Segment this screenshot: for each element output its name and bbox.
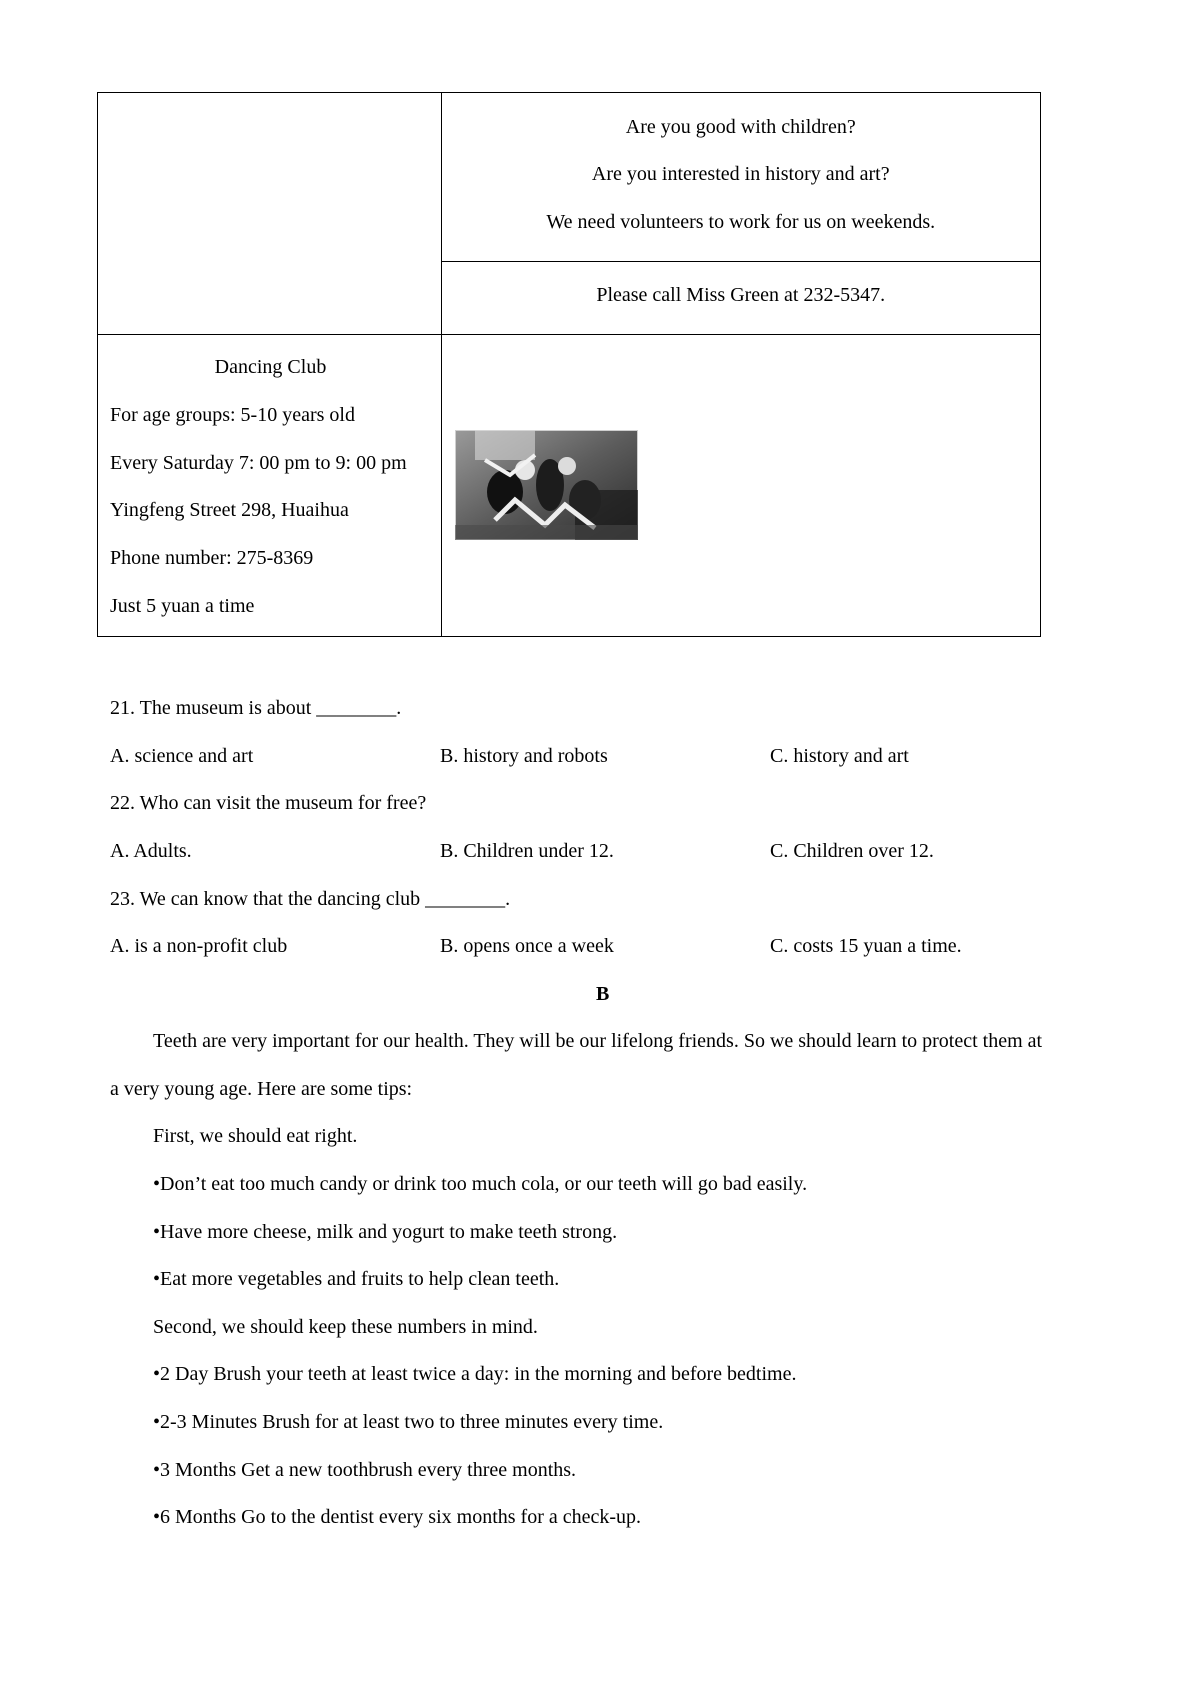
question-option: C. history and art <box>770 745 909 767</box>
tip-item: •6 Months Go to the dentist every six months for a check-up. <box>153 1506 642 1528</box>
paragraph-line: a very young age. Here are some tips: <box>110 1078 413 1100</box>
dancing-club-line: Phone number: 275-8369 <box>110 546 314 569</box>
contact-cell <box>441 261 1042 336</box>
dancing-club-line: Just 5 yuan a time <box>110 594 255 617</box>
question-option: A. Adults. <box>110 840 192 862</box>
volunteer-ad-cell <box>441 92 1042 262</box>
question-option: B. history and robots <box>440 745 608 767</box>
tip-item: •Have more cheese, milk and yogurt to make teeth strong. <box>153 1221 618 1243</box>
empty-cell <box>97 92 442 335</box>
question-option: C. Children over 12. <box>770 840 934 862</box>
dancing-club-line: Every Saturday 7: 00 pm to 9: 00 pm <box>110 451 407 474</box>
notice-table <box>97 92 1041 637</box>
volunteer-ad-line: Are you interested in history and art? <box>591 163 890 185</box>
tip-item: •2-3 Minutes Brush for at least two to three minutes every time. <box>153 1411 664 1433</box>
question-option: A. is a non-profit club <box>110 935 288 957</box>
question-option: B. opens once a week <box>440 935 614 957</box>
question-stem: 22. Who can visit the museum for free? <box>110 792 427 814</box>
question-option: B. Children under 12. <box>440 840 614 862</box>
question-stem: 23. We can know that the dancing club ________. <box>110 888 511 910</box>
question-option: C. costs 15 yuan a time. <box>770 935 962 957</box>
tip-item: •2 Day Brush your teeth at least twice a day: in the morning and before bedtime. <box>153 1363 797 1385</box>
tip-item: •3 Months Get a new toothbrush every three months. <box>153 1459 577 1481</box>
question-option: A. science and art <box>110 745 254 767</box>
paragraph-line: Teeth are very important for our health. They will be our lifelong friends. So we should learn to protect them at <box>153 1030 1043 1052</box>
contact-line: Please call Miss Green at 232-5347. <box>596 283 886 306</box>
section-heading: B <box>596 983 610 1005</box>
dancing-club-title: Dancing Club <box>214 355 327 378</box>
question-stem: 21. The museum is about ________. <box>110 697 402 719</box>
dancing-club-cell <box>97 334 442 638</box>
paragraph-line: First, we should eat right. <box>153 1125 358 1147</box>
paragraph-line: Second, we should keep these numbers in mind. <box>153 1316 538 1338</box>
dancing-photo <box>455 430 638 540</box>
tip-item: •Eat more vegetables and fruits to help clean teeth. <box>153 1268 560 1290</box>
dancing-club-line: For age groups: 5-10 years old <box>110 403 355 426</box>
tip-item: •Don’t eat too much candy or drink too much cola, or our teeth will go bad easily. <box>153 1173 808 1195</box>
volunteer-ad-line: We need volunteers to work for us on weekends. <box>546 211 936 233</box>
dancing-club-line: Yingfeng Street 298, Huaihua <box>110 498 349 521</box>
volunteer-ad-line: Are you good with children? <box>625 116 856 138</box>
